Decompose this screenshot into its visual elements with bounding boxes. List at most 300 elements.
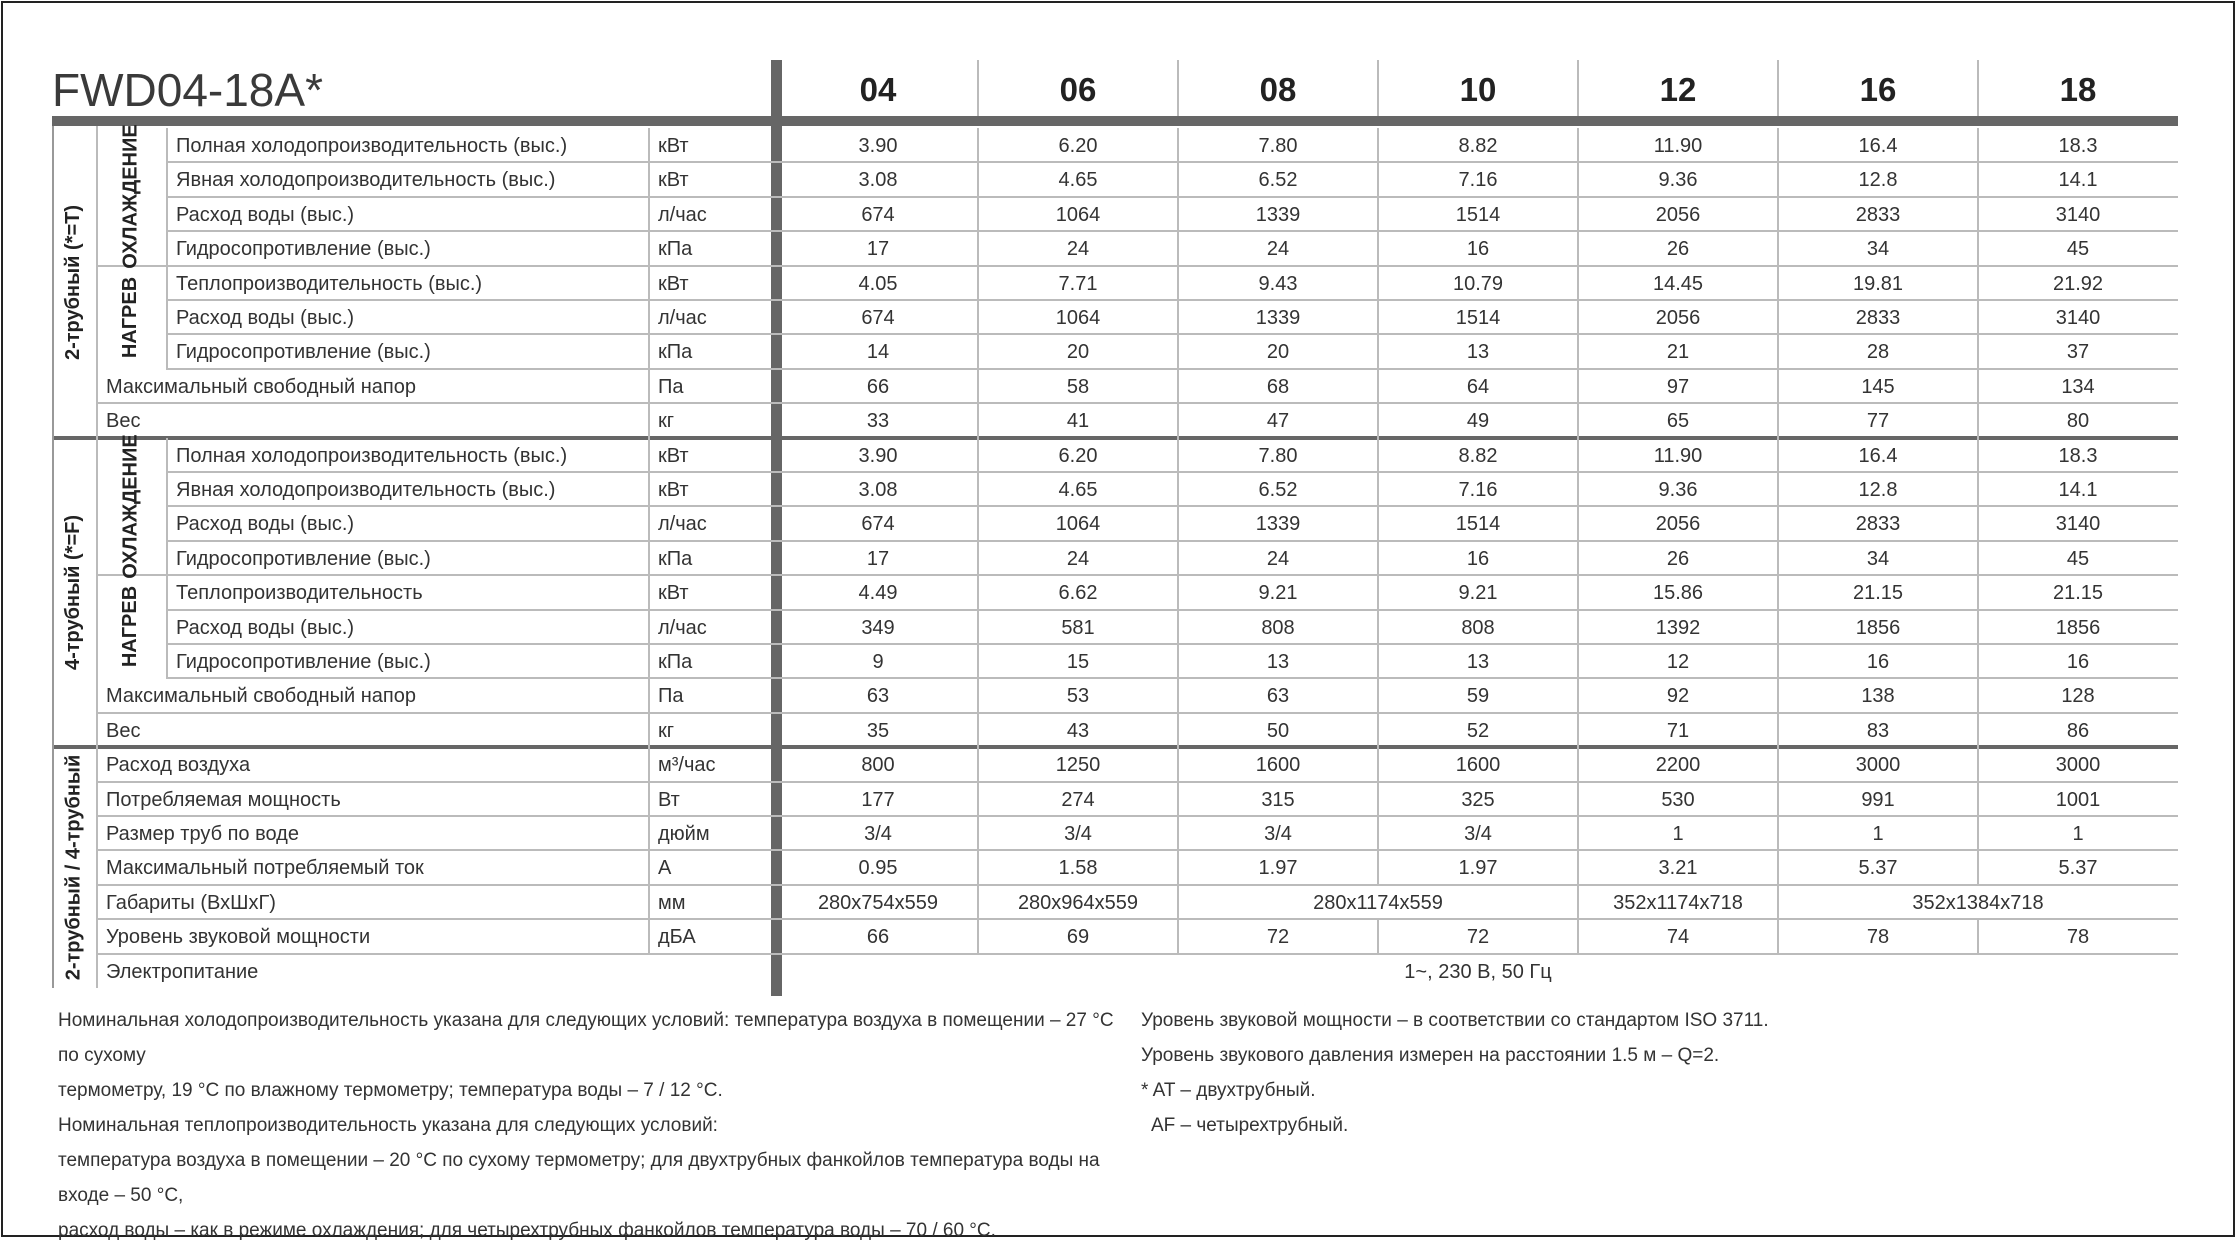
value-cell: 9.43 (1258, 272, 1298, 295)
value-cell: 6.52 (1258, 479, 1298, 501)
cell-separator (1977, 610, 1979, 644)
value-cell: 3.08 (858, 169, 898, 192)
note-line: Уровень звуковой мощности – в соответствии со стандартом ISO 3711. (1141, 1010, 1769, 1031)
value-cell: 18.3 (2058, 444, 2098, 467)
value-cell: 21.15 (2052, 582, 2104, 605)
cell-separator (1777, 162, 1779, 196)
value-cell: 3/4 (864, 823, 892, 845)
cell-separator (1377, 678, 1379, 712)
value-cell: 2200 (1655, 754, 1701, 777)
cell-separator (1177, 644, 1179, 678)
value-cell: 13 (1466, 341, 1490, 364)
cell-separator (1777, 438, 1779, 472)
value-cell: 24 (1266, 238, 1290, 261)
header-rule (52, 116, 2178, 126)
cell-separator (1977, 403, 1979, 437)
header-separator (1977, 60, 1979, 116)
cell-separator (1777, 506, 1779, 540)
cell-separator (1577, 610, 1579, 644)
value-cell: 72 (1466, 926, 1490, 949)
value-cell: 45 (2066, 238, 2090, 261)
cell-separator (1977, 678, 1979, 712)
cell-separator (1377, 782, 1379, 816)
value-cell: 24 (1066, 547, 1090, 570)
cell-separator (977, 506, 979, 540)
row-label: Расход воздуха (106, 754, 251, 777)
cell-separator (1377, 747, 1379, 781)
cell-separator (1177, 850, 1179, 884)
value-cell: 1856 (2055, 616, 2101, 639)
row-unit: кг (658, 410, 675, 433)
value-cell: 2056 (1655, 307, 1701, 329)
cell-separator (977, 885, 979, 919)
cell-separator (1377, 197, 1379, 231)
cell-separator (1577, 472, 1579, 506)
cell-separator (1577, 747, 1579, 781)
value-cell: 352x1384x718 (1912, 891, 2044, 914)
cell-separator (977, 197, 979, 231)
cell-separator (1577, 850, 1579, 884)
cell-separator (977, 128, 979, 162)
cell-separator (1577, 678, 1579, 712)
value-cell: 3000 (1855, 754, 1901, 777)
row-unit: кПа (658, 651, 693, 673)
cell-separator (1777, 266, 1779, 300)
table-title: FWD04-18A* (52, 64, 323, 116)
cell-separator (1177, 266, 1179, 300)
cell-separator (1977, 472, 1979, 506)
row-label: Вес (106, 410, 141, 433)
row-unit: кг (658, 719, 675, 742)
value-cell: 4.65 (1058, 169, 1098, 192)
value-cell: 9.36 (1658, 169, 1698, 192)
value-cell: 6.52 (1258, 169, 1298, 192)
cell-separator (1577, 128, 1579, 162)
cell-separator (1777, 850, 1779, 884)
cell-separator (1777, 575, 1779, 609)
value-cell: 674 (861, 203, 895, 226)
row-label: Максимальный свободный напор (106, 685, 416, 708)
row-label: Габариты (ВхШхГ) (106, 891, 276, 914)
value-cell: 3140 (2055, 513, 2101, 536)
value-cell: 2833 (1855, 203, 1901, 226)
cell-separator (977, 472, 979, 506)
value-cell: 0.95 (858, 857, 898, 880)
cell-separator (1377, 300, 1379, 334)
cell-separator (977, 919, 979, 953)
subgroup-heating-text: НАГРЕВ (119, 276, 142, 358)
cell-separator (1377, 575, 1379, 609)
value-cell: 17 (866, 238, 890, 261)
cell-separator (1377, 231, 1379, 265)
cell-separator (1177, 816, 1179, 850)
value-cell: 674 (861, 513, 895, 536)
value-cell: 13 (1266, 651, 1290, 673)
value-cell: 3.08 (858, 479, 898, 501)
cell-separator (1577, 506, 1579, 540)
value-cell: 16.4 (1858, 444, 1898, 467)
cell-separator (1977, 438, 1979, 472)
cell-separator (1777, 747, 1779, 781)
value-cell: 6.62 (1058, 582, 1098, 605)
value-cell: 14.45 (1652, 272, 1704, 295)
value-cell: 28 (1866, 341, 1890, 364)
cell-separator (1177, 919, 1179, 953)
cell-separator (977, 747, 979, 781)
value-cell: 1339 (1255, 513, 1301, 536)
row-unit: дюйм (658, 823, 710, 845)
cell-separator (1777, 782, 1779, 816)
cell-separator (1177, 747, 1179, 781)
cell-separator (1977, 850, 1979, 884)
value-cell: 1856 (1855, 616, 1901, 639)
row-label: Максимальный потребляемый ток (106, 857, 424, 880)
subgroup-cooling (96, 124, 166, 270)
cell-separator (1977, 782, 1979, 816)
row-label: Гидросопротивление (выс.) (176, 238, 431, 261)
value-cell: 1514 (1455, 203, 1501, 226)
row-label: Теплопроизводительность (выс.) (176, 272, 483, 295)
row-unit: кВт (658, 479, 689, 501)
model-header-06: 06 (1059, 71, 1097, 108)
cell-separator (977, 713, 979, 747)
row-label: Расход воды (выс.) (176, 513, 355, 536)
value-cell: 138 (1861, 685, 1895, 708)
value-cell: 14.1 (2058, 169, 2098, 192)
cell-separator (977, 334, 979, 368)
cell-separator (977, 231, 979, 265)
cell-separator (1777, 816, 1779, 850)
value-cell: 8.82 (1458, 444, 1498, 467)
value-cell: 2056 (1655, 203, 1701, 226)
cell-separator (1177, 162, 1179, 196)
value-cell: 68 (1266, 375, 1290, 398)
value-cell: 991 (1861, 788, 1895, 811)
cell-separator (977, 403, 979, 437)
cell-separator (977, 162, 979, 196)
value-cell: 1514 (1455, 513, 1501, 536)
subgroup-heating (96, 266, 166, 369)
model-header-10: 10 (1459, 71, 1497, 108)
value-cell: 16 (1466, 238, 1490, 261)
cell-separator (977, 816, 979, 850)
note-line: Номинальная холодопроизводительность указана для следующих условий: температура воздуха в помещении – 27 °С по сухому (58, 1010, 1114, 1066)
cell-separator (977, 266, 979, 300)
cell-separator (1377, 713, 1379, 747)
cell-separator (1977, 644, 1979, 678)
value-cell: 1 (1672, 823, 1684, 845)
cell-separator (1777, 919, 1779, 953)
group-four-pipe (52, 438, 96, 748)
value-cell: 74 (1666, 926, 1690, 949)
cell-separator (977, 850, 979, 884)
value-cell: 1392 (1655, 616, 1701, 639)
value-cell: 1.58 (1058, 857, 1098, 880)
value-cell: 1250 (1055, 754, 1101, 777)
value-cell: 26 (1666, 238, 1690, 261)
cell-separator (1577, 816, 1579, 850)
row-label: Полная холодопроизводительность (выс.) (176, 444, 568, 467)
value-cell: 9.36 (1658, 479, 1698, 501)
cell-separator (1777, 885, 1779, 919)
cell-separator (1977, 816, 1979, 850)
row-label: Явная холодопроизводительность (выс.) (176, 479, 556, 501)
model-header-08: 08 (1259, 71, 1297, 108)
cell-separator (1177, 885, 1179, 919)
value-cell: 1339 (1255, 307, 1301, 329)
value-cell: 800 (861, 754, 895, 777)
value-cell: 315 (1261, 788, 1295, 811)
cell-separator (977, 300, 979, 334)
value-cell: 14.1 (2058, 479, 2098, 501)
note-line: Уровень звукового давления измерен на расстоянии 1.5 м – Q=2. (1141, 1045, 1720, 1066)
cell-separator (1977, 575, 1979, 609)
subgroup-cooling-text: ОХЛАЖДЕНИЕ (119, 124, 142, 270)
value-cell: 9.21 (1458, 582, 1498, 605)
value-cell: 16 (2066, 651, 2090, 673)
value-cell: 34 (1866, 547, 1890, 570)
row-label: Максимальный свободный напор (106, 375, 416, 398)
cell-separator (1177, 438, 1179, 472)
value-cell: 10.79 (1452, 272, 1504, 295)
cell-separator (1977, 162, 1979, 196)
note-line: Номинальная теплопроизводительность указана для следующих условий: (58, 1115, 718, 1136)
cell-separator (1377, 128, 1379, 162)
value-cell: 49 (1466, 410, 1490, 433)
cell-separator (1777, 231, 1779, 265)
cell-separator (1977, 747, 1979, 781)
value-cell: 3140 (2055, 307, 2101, 329)
row-label: Расход воды (выс.) (176, 616, 355, 639)
row-label: Вес (106, 719, 141, 742)
row-unit: кВт (658, 135, 689, 157)
row-label: Гидросопротивление (выс.) (176, 651, 431, 673)
cell-separator (1977, 231, 1979, 265)
cell-separator (1777, 300, 1779, 334)
value-cell: 45 (2066, 547, 2090, 570)
group-two-pipe-text: 2-трубный (*=T) (62, 205, 85, 361)
value-cell: 280x1174x559 (1313, 891, 1443, 914)
note-line: термометру, 19 °С по влажному термометру; температура воды – 7 / 12 °С. (58, 1080, 723, 1101)
value-cell: 4.65 (1058, 479, 1098, 501)
value-cell: 1001 (2055, 788, 2101, 811)
value-cell: 71 (1666, 719, 1690, 742)
value-cell: 7.80 (1258, 444, 1298, 467)
row-label: Размер труб по воде (106, 823, 299, 845)
cell-separator (1177, 782, 1179, 816)
value-cell: 13 (1466, 651, 1490, 673)
cell-separator (1577, 644, 1579, 678)
value-cell: 21 (1666, 341, 1690, 364)
cell-separator (1777, 713, 1779, 747)
cell-separator (1977, 334, 1979, 368)
value-cell: 1514 (1455, 307, 1501, 329)
cell-separator (1377, 334, 1379, 368)
value-cell: 77 (1866, 410, 1890, 433)
value-cell: 63 (1266, 685, 1290, 708)
value-cell: 5.37 (2058, 857, 2098, 880)
value-cell: 43 (1066, 719, 1090, 742)
value-cell: 7.71 (1058, 272, 1098, 295)
value-cell: 53 (1066, 685, 1090, 708)
value-cell: 69 (1066, 926, 1090, 949)
value-cell: 24 (1066, 238, 1090, 261)
cell-separator (1777, 334, 1779, 368)
value-cell: 16 (1866, 651, 1890, 673)
value-cell: 280x754x559 (817, 891, 939, 914)
header-separator (977, 60, 979, 116)
row-unit: мм (658, 891, 686, 914)
value-cell: 12 (1666, 651, 1690, 673)
row-unit: кВт (658, 272, 689, 295)
group-common-text: 2-трубный / 4-трубный (62, 754, 85, 981)
row-unit: л/час (658, 203, 707, 226)
cell-separator (1577, 403, 1579, 437)
value-cell: 21.15 (1852, 582, 1904, 605)
value-cell: 59 (1466, 685, 1490, 708)
cell-separator (1177, 128, 1179, 162)
cell-separator (1177, 541, 1179, 575)
cell-separator (1177, 403, 1179, 437)
cell-separator (977, 541, 979, 575)
value-cell: 2833 (1855, 513, 1901, 536)
subgroup-heating (96, 575, 166, 678)
cell-separator (1177, 197, 1179, 231)
value-cell: 66 (866, 375, 890, 398)
cell-separator (1777, 472, 1779, 506)
value-cell: 15 (1066, 651, 1090, 673)
cell-separator (1377, 162, 1379, 196)
notes-right (1141, 1003, 1841, 1143)
cell-separator (1577, 713, 1579, 747)
cell-separator (1577, 369, 1579, 403)
value-cell: 52 (1466, 719, 1490, 742)
row-unit: кВт (658, 582, 689, 605)
cell-separator (977, 610, 979, 644)
model-header-16: 16 (1859, 71, 1897, 108)
cell-separator (1377, 816, 1379, 850)
value-cell: 18.3 (2058, 135, 2098, 157)
value-cell: 4.05 (858, 272, 898, 295)
cell-separator (1577, 919, 1579, 953)
row-unit: А (658, 857, 672, 880)
value-cell: 274 (1061, 788, 1095, 811)
value-cell: 1064 (1055, 307, 1101, 329)
value-cell: 325 (1461, 788, 1495, 811)
value-cell: 20 (1266, 341, 1290, 364)
cell-separator (1577, 162, 1579, 196)
value-cell: 20 (1066, 341, 1090, 364)
cell-separator (1777, 369, 1779, 403)
value-cell: 78 (1866, 926, 1890, 949)
value-cell: 3000 (2055, 754, 2101, 777)
value-cell: 1339 (1255, 203, 1301, 226)
value-cell: 24 (1266, 547, 1290, 570)
row-label: Электропитание (106, 960, 259, 983)
value-cell: 808 (1461, 616, 1495, 639)
cell-separator (977, 782, 979, 816)
cell-separator (1377, 610, 1379, 644)
value-cell: 72 (1266, 926, 1290, 949)
row-unit: кВт (658, 444, 689, 467)
note-line: AF – четырехтрубный. (1151, 1115, 1349, 1136)
value-cell: 7.16 (1458, 169, 1498, 192)
row-unit: кПа (658, 341, 693, 364)
value-cell: 7.80 (1258, 135, 1298, 157)
value-cell: 97 (1666, 375, 1690, 398)
row-label: Потребляемая мощность (106, 788, 341, 811)
row-unit: дБА (658, 926, 696, 949)
value-cell: 78 (2066, 926, 2090, 949)
cell-separator (1177, 506, 1179, 540)
group-two-pipe (52, 128, 96, 438)
value-cell: 1 (1872, 823, 1884, 845)
value-cell: 47 (1266, 410, 1290, 433)
value-cell: 3.90 (858, 135, 898, 157)
value-cell: 9 (872, 651, 884, 673)
row-unit: Вт (658, 788, 680, 811)
cell-separator (1177, 369, 1179, 403)
value-cell: 530 (1661, 788, 1695, 811)
cell-separator (1977, 128, 1979, 162)
cell-separator (1777, 128, 1779, 162)
value-cell: 26 (1666, 547, 1690, 570)
cell-separator (1377, 472, 1379, 506)
value-cell: 2056 (1655, 513, 1701, 536)
header-separator (1777, 60, 1779, 116)
row-label: Явная холодопроизводительность (выс.) (176, 169, 556, 192)
value-cell: 16 (1466, 547, 1490, 570)
group-common (52, 747, 96, 988)
value-cell: 674 (861, 307, 895, 329)
cell-separator (1577, 231, 1579, 265)
value-cell: 3/4 (1264, 823, 1292, 845)
value-cell: 3.90 (858, 444, 898, 467)
row-label: Гидросопротивление (выс.) (176, 547, 431, 570)
cell-separator (1577, 575, 1579, 609)
value-cell: 1064 (1055, 513, 1101, 536)
value-cell: 58 (1066, 375, 1090, 398)
value-cell: 12.8 (1858, 479, 1898, 501)
cell-separator (1377, 266, 1379, 300)
row-unit: Па (658, 375, 684, 398)
row-unit: л/час (658, 616, 707, 639)
cell-separator (977, 369, 979, 403)
value-cell: 35 (866, 719, 890, 742)
value-cell: 3/4 (1064, 823, 1092, 845)
notes-left (58, 1003, 1118, 1248)
cell-separator (1377, 506, 1379, 540)
cell-separator (1977, 300, 1979, 334)
subgroup-heating-text: НАГРЕВ (119, 586, 142, 668)
value-cell: 66 (866, 926, 890, 949)
value-cell: 11.90 (1653, 135, 1703, 157)
cell-separator (1377, 850, 1379, 884)
row-unit: м³/час (658, 754, 716, 777)
cell-separator (1577, 438, 1579, 472)
value-cell: 63 (866, 685, 890, 708)
cell-separator (1177, 334, 1179, 368)
value-cell: 92 (1666, 685, 1690, 708)
cell-separator (977, 438, 979, 472)
row-unit: кВт (658, 169, 689, 192)
note-line: расход воды – как в режиме охлаждения; для четырехтрубных фанкойлов температура воды – 70 / 60 °С. (58, 1220, 996, 1241)
cell-separator (1177, 300, 1179, 334)
model-header-04: 04 (859, 71, 897, 108)
cell-separator (1977, 197, 1979, 231)
value-cell: 145 (1861, 375, 1895, 398)
value-cell: 6.20 (1058, 444, 1098, 467)
